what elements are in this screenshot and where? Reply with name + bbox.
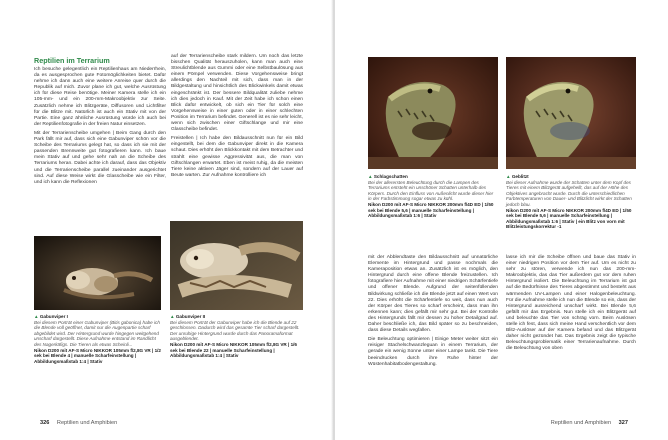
left-column-2: [171, 54, 303, 182]
section-title: Reptilien im Terrarium: [34, 56, 110, 65]
page-number: 326: [40, 420, 50, 426]
caption-tech-data: Nikon D200 mit AF-S Micro NIKKOR 200mm f/4D ED | 1/50 sek bei Blende 5,6 | manuelle Scharfeinstellung | Abbildungsmaßstab 1:6 | Stativ: [368, 201, 494, 219]
paragraph: mit der Abblendtaste den Bildausschnitt auf unnatürliche Elemente im Hintergrund und passe nochmals die Kameraposition etwas an. Zusätzlich ist es möglich, den Hintergrund durch eine offene Blende freizustellen. Ich fotografiere hier Aufnahme mit einer niedrigen Schärfentiefe und offener Blende. Aufgrund der seitenfüllenden Bildwirkung schließe ich die Blende jetzt auf einen Wert von 22. Dies erhöht die Schärfentiefe so weit, dass nun auch der Körper des Tieres so scharf erscheint, dass man ihn erkennen kann; dies gefällt mir sehr gut. Bei der Kontrolle des Hintergrunds fällt mir dessen zu hoher Detailgrad auf. Daher beschließe ich, das Bild später so zu beschneiden, dass diese Details wegfallen.: [368, 255, 498, 334]
caption-gabunviper-2: ▲ Gabunviper II Bei diesem Porträt der Gabunviper habe ich die Blende auf 22 geschlossen. Dadurch wird das gesamte Tier scharf dargestellt. Der unruhige Hintergrund wurde durch das Panoramaformat ausgeblendet. Nikon D200 mit AF-S Micro NIKKOR 105mm f/2,8G VR | 1/6 sek bei Blende 22 | manuelle Scharfeinstellung | Abbildungsmaßstab 1:4 | Stativ: [170, 314, 303, 359]
caption-tech-data: Nikon D200 mit AF-S Micro NIKKOR 105mm f/2,8G VR | 1/2 sek bei Blende 4 | manuelle Scharfeinstellung | Abbildungsmaßstab 1:4 | Stativ: [34, 347, 161, 364]
caption-tech-data: Nikon D200 mit AF-S Micro NIKKOR 105mm f/2,8G VR | 1/6 sek bei Blende 22 | manuelle Scharfeinstellung | Abbildungsmaßstab 1:4 | Stativ: [170, 341, 297, 359]
caption-text: Bei diesem Porträt der Gabunviper habe ich die Blende auf 22 geschlossen. Dadurch wird das gesamte Tier scharf dargestellt. Der unruhige Hintergrund wurde durch das Panoramaformat ausgeblendet.: [170, 319, 300, 342]
caption-title: Geblitzt: [511, 174, 529, 179]
caption-title: Schlagschatten: [373, 174, 408, 179]
caption-text: Bei dieser Aufnahme wurde der Schatten unter dem Kopf des Tieres mit einem Blitzgerät aufgehellt, das auf der Höhe des Objektives angebracht wurde. Durch die unterschiedlichen Farbtemperaturen von Dauer- und Blitzlicht wirkt der Schatten jedoch blau.: [506, 179, 632, 207]
paragraph: Freistellen | Ich habe den Bildausschnitt nun für ein Bild eingestellt, bei dem die Gabunviper direkt in die Kamera schaut. Dies erhöht den Blickkontakt mit dem Betrachter und strahlt eine gewisse Aggressivität aus, die man von Giftschlangen erwartet. Eben ist meist ruhig, da die meisten Tiere keine aktiven Jäger sind, sondern auf der Lauer auf Beute warten. Zur Aufnahme kontrolliere ich: [171, 136, 303, 178]
running-footer: Reptilien und Amphibien: [550, 420, 612, 426]
photo-gabunviper-1: [34, 236, 161, 310]
running-footer: Reptilien und Amphibien: [56, 420, 118, 426]
left-page: [0, 0, 333, 440]
right-column-1: [368, 255, 498, 371]
photo-leguan-flash: [506, 57, 636, 169]
caption-text: Bei der allerersten Beleuchtung durch die Lampen des Terrariums entsteht ein unschöner Schatten unterhalb des Körpers. Durch den Einfluss von Außenlicht wurde dieser hier in der Farbstimmung sogar etwas zu kühl.: [368, 179, 494, 202]
photo-leguan-shadow: [368, 57, 498, 169]
right-footer: [551, 420, 634, 426]
right-page: [335, 0, 668, 440]
top-margin: [0, 0, 333, 30]
paragraph: lasse ich mir die Scheibe öffnen und baue das Stativ in einer niedrigen Position vor dem Tier auf. Um es nicht zu sehr zu stören, verwende ich nun das 200-mm-Makroobjektiv, das das Tier außerdem gut vor dem ruhen Hintergrund isoliert. Die Beleuchtung im Terrarium ist gut auf die Bedürfnisse des Tieres abgestimmt und besteht aus wärmenden UV-Lampen und einer Halogenbeleuchtung. Für die Aufnahme stelle ich nun die Blende so ein, dass der Hintergrund ausreichend unscharf wirkt. Bei Blende 5,6 gefällt mir das Ergebnis. Nun stelle ich ein Blitzgerät auf und beleuchte das Tier von schräg vorn. Beim Auslösen stelle ich fest, dass sich meine Hand verschentlich vor dem Blitz-Auslöser auf der Kamera befand und das Blitzgerät daher nicht gezündet hat. Das Ergebnis zeigt die typische Beleuchtungsproblematik einer Terrarienaufnahme. Durch die Beleuchtung von oben: [506, 255, 636, 352]
caption-title: Gabunviper II: [175, 314, 206, 319]
paragraph: Die Beleuchtung optimieren | Einige Meter weiter sitzt ein reisiger Stachelschwanzleguan in einem Terrarium, der gerade ein wenig Sonne unter einer Lampe tankt. Die Tiere beeindrucken durch ihre Ruhe hinter der Wüstenhabitatbodengestaltung.: [368, 337, 498, 367]
caption-geblitzt: ▲ Geblitzt Bei dieser Aufnahme wurde der Schatten unter dem Kopf des Tieres mit einem Blitzgerät aufgehellt, das auf der Höhe des Objektives angebracht wurde. Durch die unterschiedlichen Farbtemperaturen von Dauer- und Blitzlicht wirkt der Schatten jedoch blau. Nikon D200 mit AF-S Micro NIKKOR 200mm f/4D ED | 1/50 sek bei Blende 5,6 | manuelle Scharfeinstellung | Abbildungsmaßstab 1:6 | Stativ | ein Blitz von vorn mit Blitzleistungskorrektur -1: [506, 174, 636, 230]
photo-gabunviper-2: [170, 221, 303, 310]
paragraph: Ich besuche gelegentlich ein Reptilienhaus am Niederrhein, da es ausgesprochen gute Fotomöglichkeiten bietet. Dafür nehme ich dann auch eine weitere Anreise quer durch die Republik auf mich. Zuvor plane ich gut, welche Ausrüstung ich für diese Reise benötige. Meiner Kamera stelle ich ein 105-mm- und ein 200-mm-Makroobjektiv zur Seite. Zusätzlich nehme ich Blitzgeräte, Diffusoren und Lichtfilter für die Blitze mit. Natürlich ist auch ein Stativ mit von der Partie. Eine ganz ähnliche Ausrüstung würde ich auch bei der Reptilienfotografie in der freien Natur einsetzen.: [34, 67, 166, 127]
right-column-2: [506, 255, 636, 356]
caption-title: Gabunviper I: [39, 314, 68, 319]
caption-schlagschatten: ▲ Schlagschatten Bei der allerersten Beleuchtung durch die Lampen des Terrariums entsteht ein unschöner Schatten unterhalb des Körpers. Durch den Einfluss von Außenlicht wurde dieser hier in der Farbstimmung sogar etwas zu kühl. Nikon D200 mit AF-S Micro NIKKOR 200mm f/4D ED | 1/50 sek bei Blende 5,6 | manuelle Scharfeinstellung | Abbildungsmaßstab 1:6 | Stativ: [368, 174, 498, 219]
paragraph: auf der Terrarienscheibe stark mildern. Um noch das letzte bisschen Qualität herauszuholen, kann man auch eine Streulichtblende aus Gummi oder eine Selbstbaulösung aus einem Pömpel verwenden. Diese Vorgehensweise bringt allerdings den Nachteil mit sich, dass man in der Bildgestaltung und hinsichtlich des Blickwinkels damit etwas eingeschränkt ist. Der bessere Bildqualität zuliebe nehme ich dies jedoch in Kauf. Mit der Zeit habe ich schon einen Blick dafür entwickelt, ob sich ein Tier für solch eine Vorgehensweise in einer guten oder in einer schlechten Position im Terrarium befindet. Generell ist es nie sehr leicht, wenn sich zwischen einer Giftschlange und mir eine Glasscheibe befindet.: [171, 54, 303, 133]
left-footer: [34, 420, 117, 426]
caption-text: Bei diesem Porträt einer Gabunviper (Bitis gabonica) habe ich die Blende voll geöffnet, damit nur die Augenpartie scharf abgebildet wird. Der Hintergrund wurde hingegen weitgehend unscharf dargestellt. Diese Aufnahme entstand im Randlicht des Nagerkäfigs. Die Tieren als etwas Scheinli...: [34, 319, 160, 347]
caption-tech-data: Nikon D200 mit AF-S Micro NIKKOR 200mm f/4D ED | 1/50 sek bei Blende 5,6 | manuelle Scharfeinstellung | Abbildungsmaßstab 1:6 | Stativ | ein Blitz von vorn mit Blitzleistungskorrektur -1: [506, 207, 632, 230]
caption-gabunviper-1: ▲ Gabunviper I Bei diesem Porträt einer Gabunviper (Bitis gabonica) habe ich die Blende voll geöffnet, damit nur die Augenpartie scharf abgebildet wird. Der Hintergrund wurde hingegen weitgehend unscharf dargestellt. Diese Aufnahme entstand im Randlicht des Nagerkäfigs. Die Tieren als etwas Scheinli... Nikon D200 mit AF-S Micro NIKKOR 105mm f/2,8G VR | 1/2 sek bei Blende 4 | manuelle Scharfeinstellung | Abbildungsmaßstab 1:4 | Stativ: [34, 314, 161, 364]
left-column-1: [34, 67, 166, 189]
page-number: 327: [618, 420, 628, 426]
paragraph: Mit der Terrarienscheibe umgehen | Beim Gang durch den Park fällt mir auf, dass sich eine Gabunviper schön vor die Scheibe des Terrariums gelegt hat, so dass ich sie mit der passenden Brennweite gut fotografieren kann. Ich baue mein Stativ auf und gehe sehr nah an die Scheibe des Terrariums heran. Dabei achte ich darauf, dass das Objektiv und die Terrarienscheibe parallel zueinander ausgerichtet sind. Auf diese Weise wirkt die Glasscheibe wie ein Filter, und ich kann die Reflexionen: [34, 130, 166, 185]
